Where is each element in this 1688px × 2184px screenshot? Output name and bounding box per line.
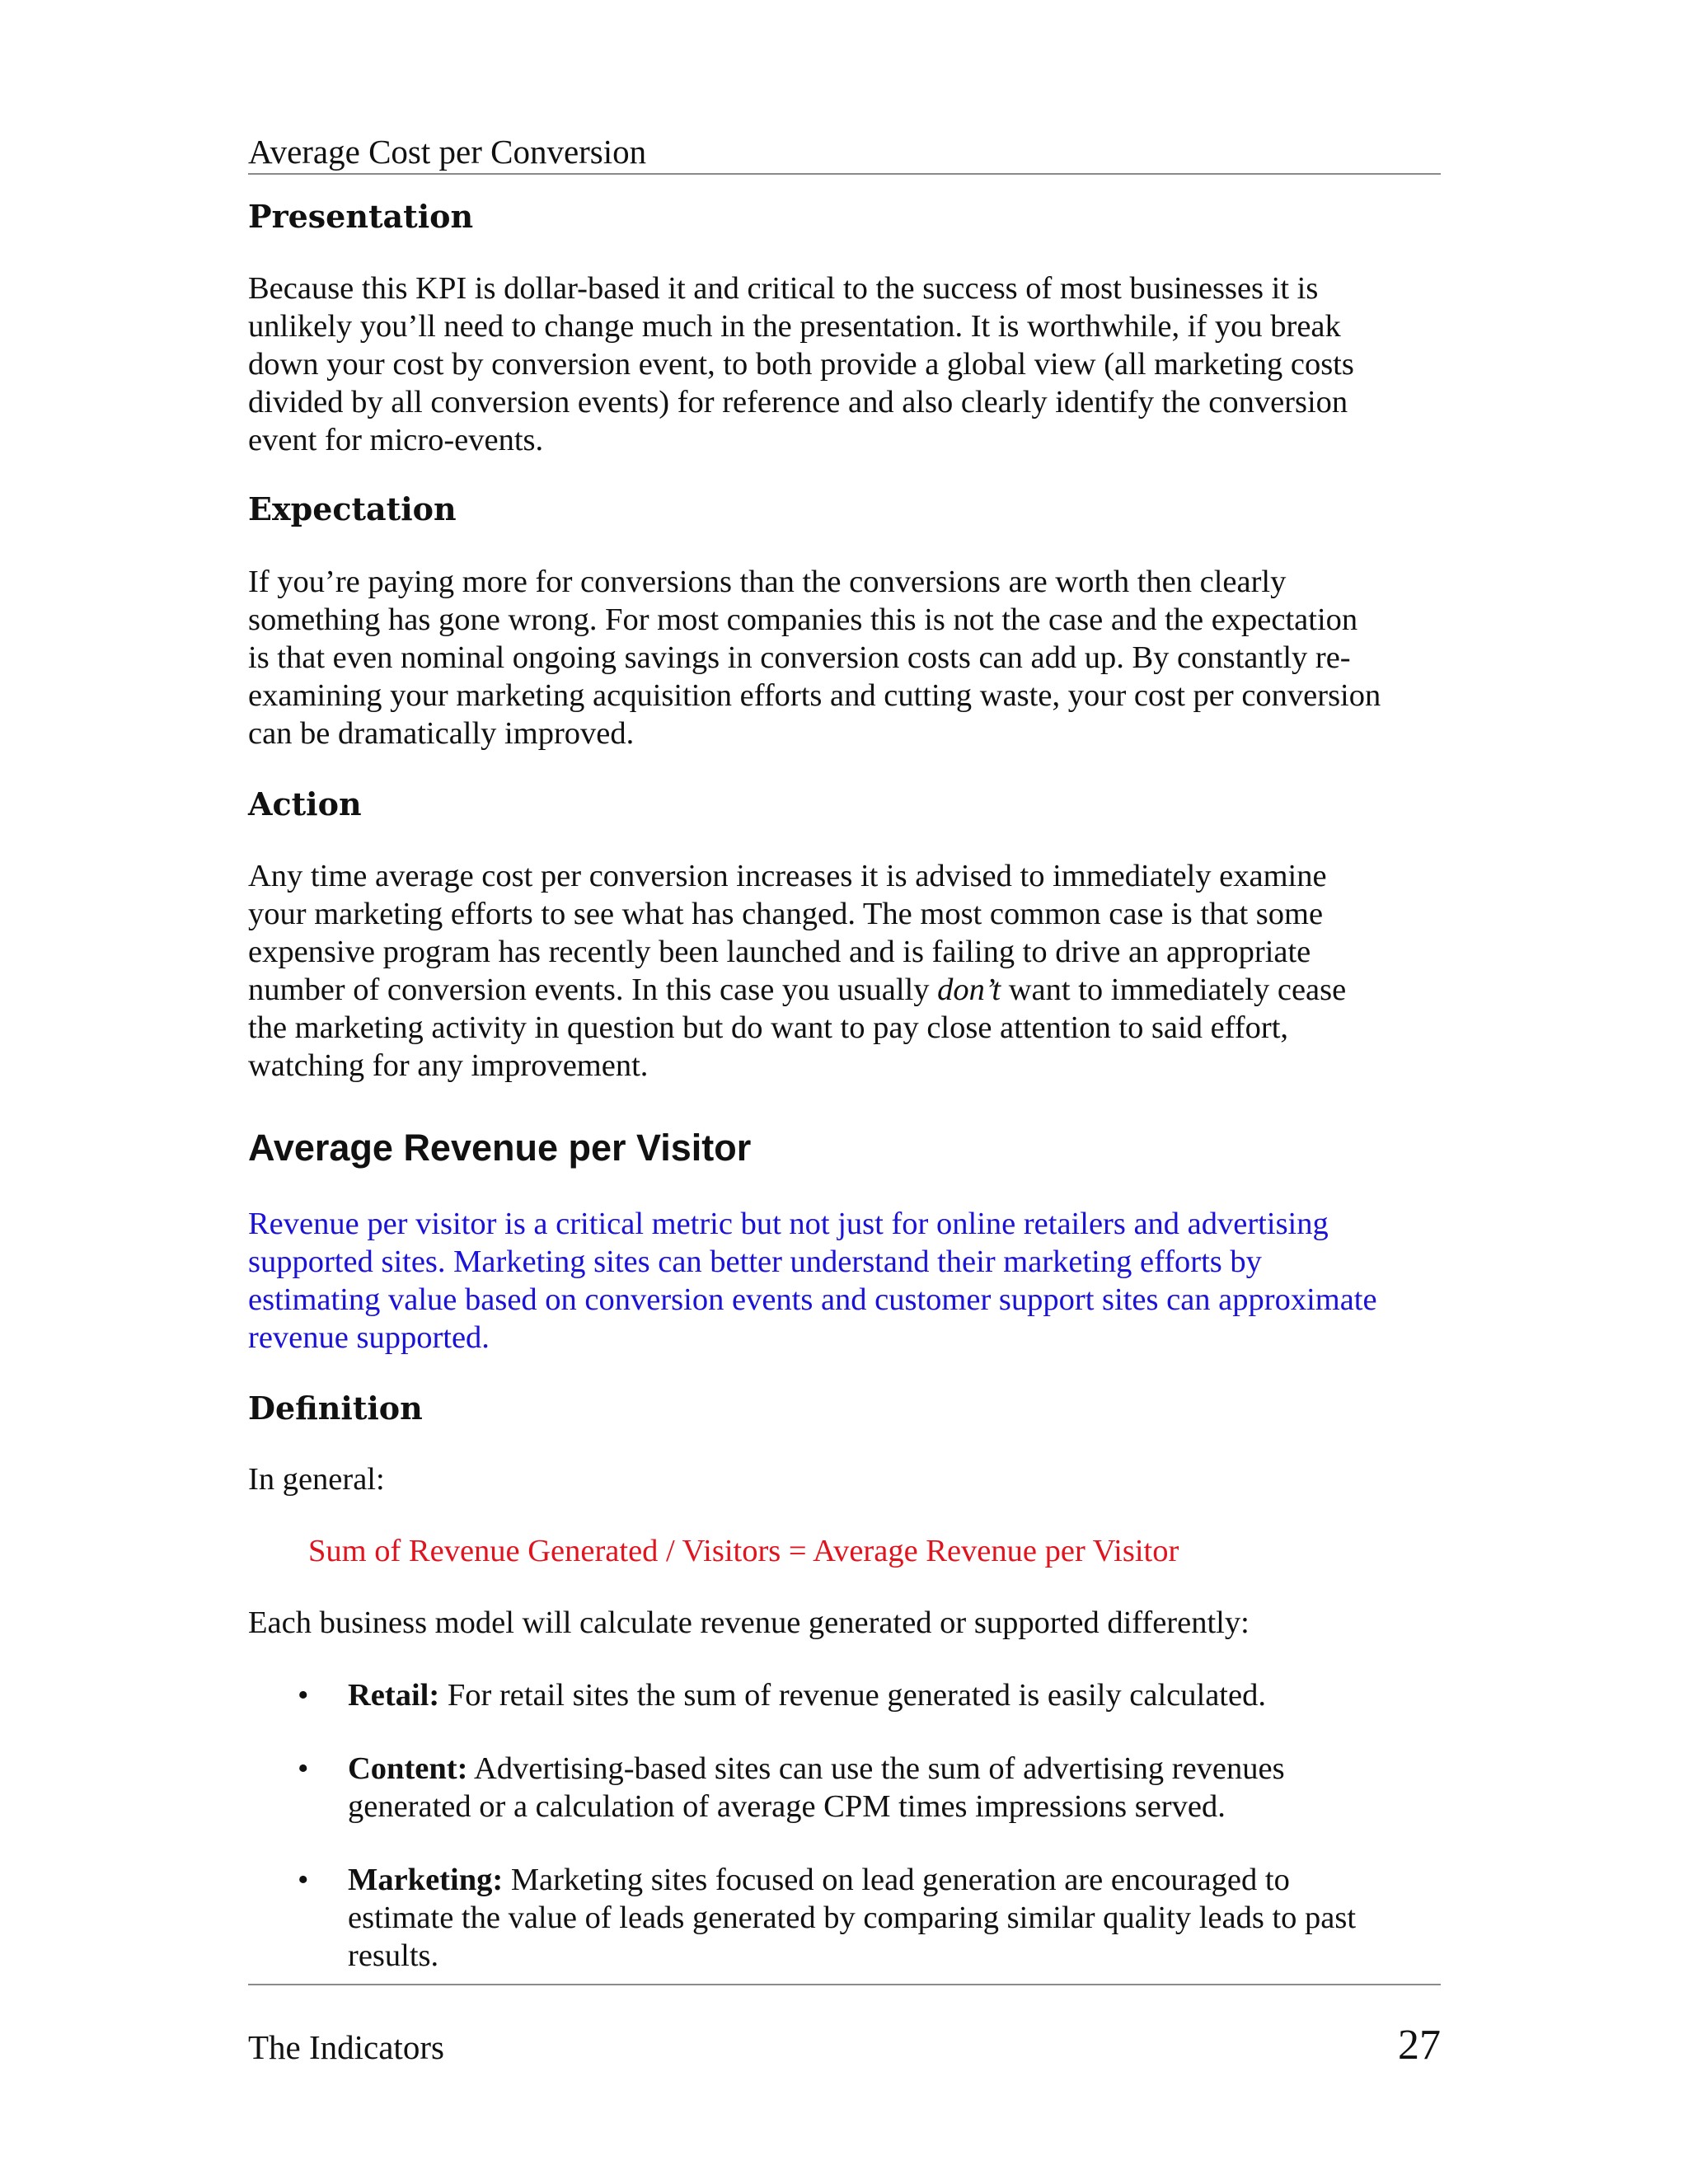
bullet-text: generated or a calculation of average CPM times impressions served. <box>348 1789 1226 1824</box>
expectation-heading: Expectation <box>248 490 457 527</box>
expectation-line-1: If you’re paying more for conversions than the conversions are worth then clearly <box>248 565 1287 599</box>
arpv-line-1: Revenue per visitor is a critical metric but not just for online retailers and advertising <box>248 1207 1329 1241</box>
action-line-1: Any time average cost per conversion increases it is advised to immediately examine <box>248 859 1327 893</box>
bullet-text: results. <box>348 1938 439 1973</box>
action-emphasis: don’t <box>937 972 1001 1007</box>
action-line-6: watching for any improvement. <box>248 1048 649 1083</box>
action-line-4-post: want to immediately cease <box>1001 972 1347 1007</box>
presentation-line-2: unlikely you’ll need to change much in the presentation. It is worthwhile, if you break <box>248 309 1341 344</box>
presentation-line-3: down your cost by conversion event, to both provide a global view (all marketing costs <box>248 347 1354 382</box>
bullet-text: Marketing sites focused on lead generation are encouraged to <box>510 1863 1290 1897</box>
definition-intro: In general: <box>248 1462 385 1497</box>
action-line-2: your marketing efforts to see what has changed. The most common case is that some <box>248 897 1324 931</box>
bullet-term: Content: <box>348 1751 468 1786</box>
action-paragraph <box>248 857 1441 1085</box>
expectation-line-4: examining your marketing acquisition efforts and cutting waste, your cost per conversion <box>248 678 1381 713</box>
presentation-paragraph <box>248 269 1441 459</box>
action-line-5: the marketing activity in question but do want to pay close attention to said effort, <box>248 1010 1289 1045</box>
bullet-text: For retail sites the sum of revenue generated is easily calculated. <box>447 1678 1266 1713</box>
bullet-icon: • <box>298 1863 309 1897</box>
expectation-line-5: can be dramatically improved. <box>248 716 635 751</box>
arpv-line-4: revenue supported. <box>248 1320 490 1355</box>
presentation-heading: Presentation <box>248 198 474 235</box>
presentation-line-5: event for micro-events. <box>248 423 544 457</box>
bullet-icon: • <box>298 1751 309 1786</box>
action-line-4 <box>248 971 1441 1009</box>
expectation-paragraph <box>248 563 1441 752</box>
arpv-line-2: supported sites. Marketing sites can better understand their marketing efforts by <box>248 1244 1262 1279</box>
arpv-heading: Average Revenue per Visitor <box>248 1127 752 1169</box>
action-line-4-pre: number of conversion events. In this case you usually <box>248 972 938 1007</box>
definition-heading: Definition <box>248 1390 423 1427</box>
definition-lead: Each business model will calculate revenue generated or supported differently: <box>248 1605 1250 1640</box>
action-line-3: expensive program has recently been launched and is failing to drive an appropriate <box>248 935 1311 969</box>
footer-book-title: The Indicators <box>248 2028 444 2066</box>
presentation-line-1: Because this KPI is dollar-based it and critical to the success of most businesses it is <box>248 271 1319 306</box>
bullet-term: Marketing: <box>348 1863 504 1897</box>
bullet-text: estimate the value of leads generated by comparing similar quality leads to past <box>348 1900 1357 1935</box>
bullet-text: Advertising-based sites can use the sum of advertising revenues <box>473 1751 1285 1786</box>
footer-divider <box>248 1984 1441 1985</box>
bullet-term: Retail: <box>348 1678 440 1713</box>
bullet-icon: • <box>298 1678 309 1713</box>
expectation-line-3: is that even nominal ongoing savings in conversion costs can add up. By constantly re- <box>248 640 1351 675</box>
arpv-line-3: estimating value based on conversion events and customer support sites can approximate <box>248 1282 1377 1317</box>
arpv-intro-paragraph <box>248 1205 1441 1357</box>
action-heading: Action <box>248 785 362 823</box>
page-number: 27 <box>1398 2022 1441 2069</box>
arpv-formula: Sum of Revenue Generated / Visitors = Average Revenue per Visitor <box>308 1534 1179 1568</box>
running-header: Average Cost per Conversion <box>248 132 1441 175</box>
presentation-line-4: divided by all conversion events) for reference and also clearly identify the conversion <box>248 385 1348 419</box>
expectation-line-2: something has gone wrong. For most companies this is not the case and the expectation <box>248 602 1358 637</box>
